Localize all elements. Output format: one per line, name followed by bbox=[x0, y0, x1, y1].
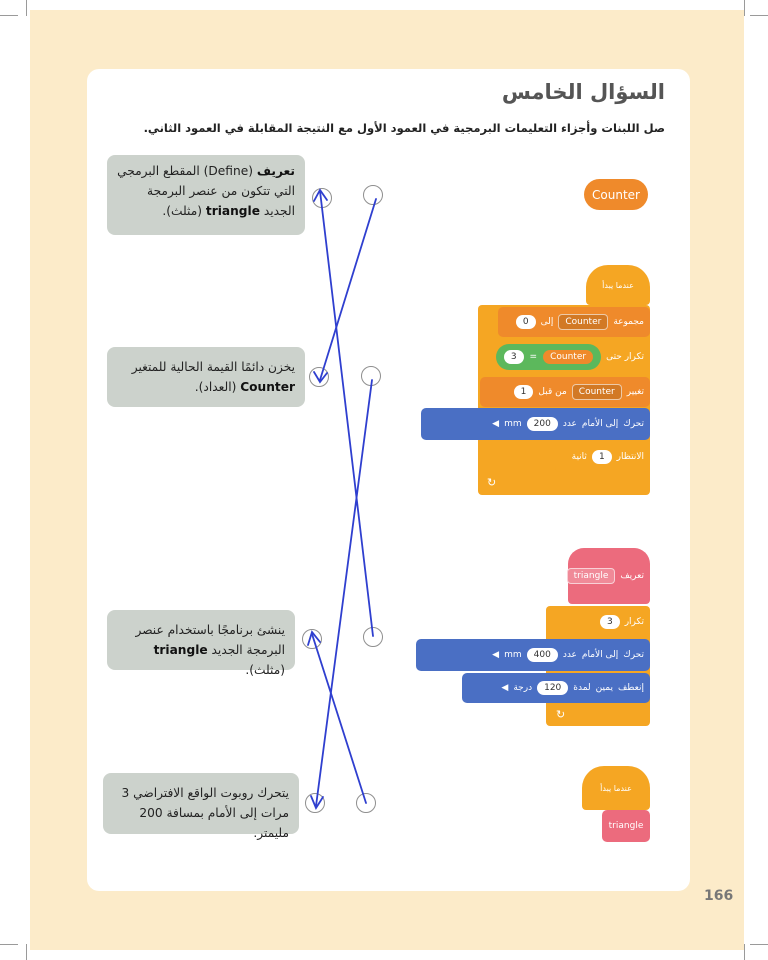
block-label: triangle bbox=[608, 821, 644, 831]
description-1[interactable] bbox=[107, 155, 305, 235]
equals-operator-block[interactable] bbox=[496, 344, 601, 370]
description-text: (Define) المقطع البرمجي التي تتكون من عنصر البرمجة الجديد bbox=[117, 164, 295, 218]
question-instruction: صل اللبنات وأجزاء التعليمات البرمجية في العمود الأول مع النتيجة المقابلة في العمود الثاني. bbox=[143, 121, 665, 135]
define-name-field[interactable]: triangle bbox=[567, 568, 616, 584]
crop-mark bbox=[744, 0, 745, 16]
description-2[interactable] bbox=[107, 347, 305, 407]
wait-block[interactable] bbox=[555, 442, 650, 472]
description-3[interactable] bbox=[107, 610, 295, 677]
value-input[interactable]: 200 bbox=[527, 417, 558, 431]
move-forward-block[interactable] bbox=[421, 408, 650, 440]
variable-dropdown[interactable]: Counter bbox=[558, 314, 608, 330]
direction-dropdown[interactable]: يمين bbox=[595, 683, 613, 693]
unit-dropdown[interactable]: mm bbox=[504, 419, 522, 429]
value-input[interactable]: 400 bbox=[527, 648, 558, 662]
loop-arrow-icon: ↻ bbox=[556, 708, 566, 721]
block-label: درجة bbox=[513, 683, 533, 693]
description-text: يتحرك روبوت الواقع الافتراضي 3 مرات إلى الأمام بمسافة 200 مليمتر. bbox=[121, 786, 289, 840]
crop-mark bbox=[750, 944, 768, 945]
direction-dropdown[interactable]: إلى الأمام bbox=[581, 419, 619, 429]
set-variable-block[interactable] bbox=[498, 307, 650, 337]
description-bold: triangle bbox=[153, 643, 208, 657]
crop-mark bbox=[26, 944, 27, 960]
counter-reporter-block[interactable]: Counter bbox=[543, 350, 593, 364]
page-number: 166 bbox=[704, 888, 734, 904]
repeat-until-block[interactable] bbox=[478, 339, 650, 375]
change-variable-block[interactable] bbox=[480, 377, 650, 407]
operator-label: = bbox=[529, 352, 538, 362]
play-icon[interactable]: ◀ bbox=[501, 683, 509, 693]
crop-mark bbox=[750, 15, 768, 16]
play-icon[interactable]: ◀ bbox=[492, 650, 500, 660]
block-label: Counter bbox=[592, 187, 640, 202]
crop-mark bbox=[26, 0, 27, 16]
description-text: (مثلث). bbox=[245, 663, 285, 677]
right-dot-4[interactable] bbox=[356, 793, 376, 813]
block-label: من قبل bbox=[538, 387, 567, 397]
block-label: مجموعة bbox=[613, 317, 644, 327]
unit-dropdown[interactable]: mm bbox=[504, 650, 522, 660]
value-input[interactable]: 120 bbox=[537, 681, 568, 695]
value-input[interactable]: 1 bbox=[592, 450, 612, 464]
crop-mark bbox=[0, 944, 18, 945]
crop-mark bbox=[744, 944, 745, 960]
block-label: عندما يبدأ bbox=[600, 783, 632, 793]
play-icon[interactable]: ◀ bbox=[492, 419, 500, 429]
right-dot-1[interactable] bbox=[363, 185, 383, 205]
left-dot-1[interactable] bbox=[312, 188, 332, 208]
repeat-block[interactable] bbox=[546, 607, 650, 637]
block-label: الانتظار bbox=[616, 452, 644, 462]
description-bold: تعريف bbox=[256, 164, 295, 178]
right-dot-3[interactable] bbox=[363, 627, 383, 647]
block-label: إنعطف bbox=[617, 683, 644, 693]
left-dot-4[interactable] bbox=[305, 793, 325, 813]
crop-mark bbox=[0, 15, 18, 16]
value-input[interactable]: 3 bbox=[600, 615, 620, 629]
description-4[interactable] bbox=[103, 773, 299, 840]
define-triangle-block[interactable] bbox=[568, 548, 650, 604]
block-label: تغيير bbox=[626, 387, 644, 397]
when-started-hat[interactable] bbox=[582, 766, 650, 810]
block-label: تكرار حتى bbox=[606, 352, 644, 362]
block-label: عدد bbox=[562, 419, 577, 429]
block-label: تحرك bbox=[623, 419, 644, 429]
description-bold: triangle bbox=[205, 204, 260, 218]
move-forward-block[interactable] bbox=[416, 639, 650, 671]
right-dot-2[interactable] bbox=[361, 366, 381, 386]
description-text: (العداد). bbox=[194, 380, 241, 394]
description-text: ينشئ برنامجًا باستخدام عنصر البرمجة الجديد bbox=[135, 623, 285, 657]
block-label: تعريف bbox=[620, 571, 644, 581]
question-title: السؤال الخامس bbox=[501, 80, 665, 104]
turn-block[interactable] bbox=[462, 673, 650, 703]
block-label: عندما يبدأ bbox=[602, 280, 634, 290]
block-label: لمدة bbox=[573, 683, 591, 693]
value-input[interactable]: 3 bbox=[504, 350, 524, 364]
counter-reporter-block[interactable] bbox=[584, 179, 648, 210]
description-text: (مثلث). bbox=[162, 204, 206, 218]
block-label: تحرك bbox=[623, 650, 644, 660]
direction-dropdown[interactable]: إلى الأمام bbox=[581, 650, 619, 660]
block-label: تكرار bbox=[624, 617, 644, 627]
loop-arrow-icon: ↻ bbox=[487, 476, 497, 489]
when-started-hat[interactable] bbox=[586, 265, 650, 305]
left-dot-3[interactable] bbox=[302, 629, 322, 649]
value-input[interactable]: 1 bbox=[514, 385, 534, 399]
triangle-call-block[interactable] bbox=[602, 810, 650, 842]
block-label: إلى bbox=[540, 317, 554, 327]
value-input[interactable]: 0 bbox=[516, 315, 536, 329]
block-label: عدد bbox=[562, 650, 577, 660]
block-label: ثانية bbox=[571, 452, 587, 462]
description-text: يخزن دائمًا القيمة الحالية للمتغير bbox=[131, 360, 295, 374]
description-bold: Counter bbox=[240, 380, 295, 394]
variable-dropdown[interactable]: Counter bbox=[572, 384, 622, 400]
left-dot-2[interactable] bbox=[309, 367, 329, 387]
